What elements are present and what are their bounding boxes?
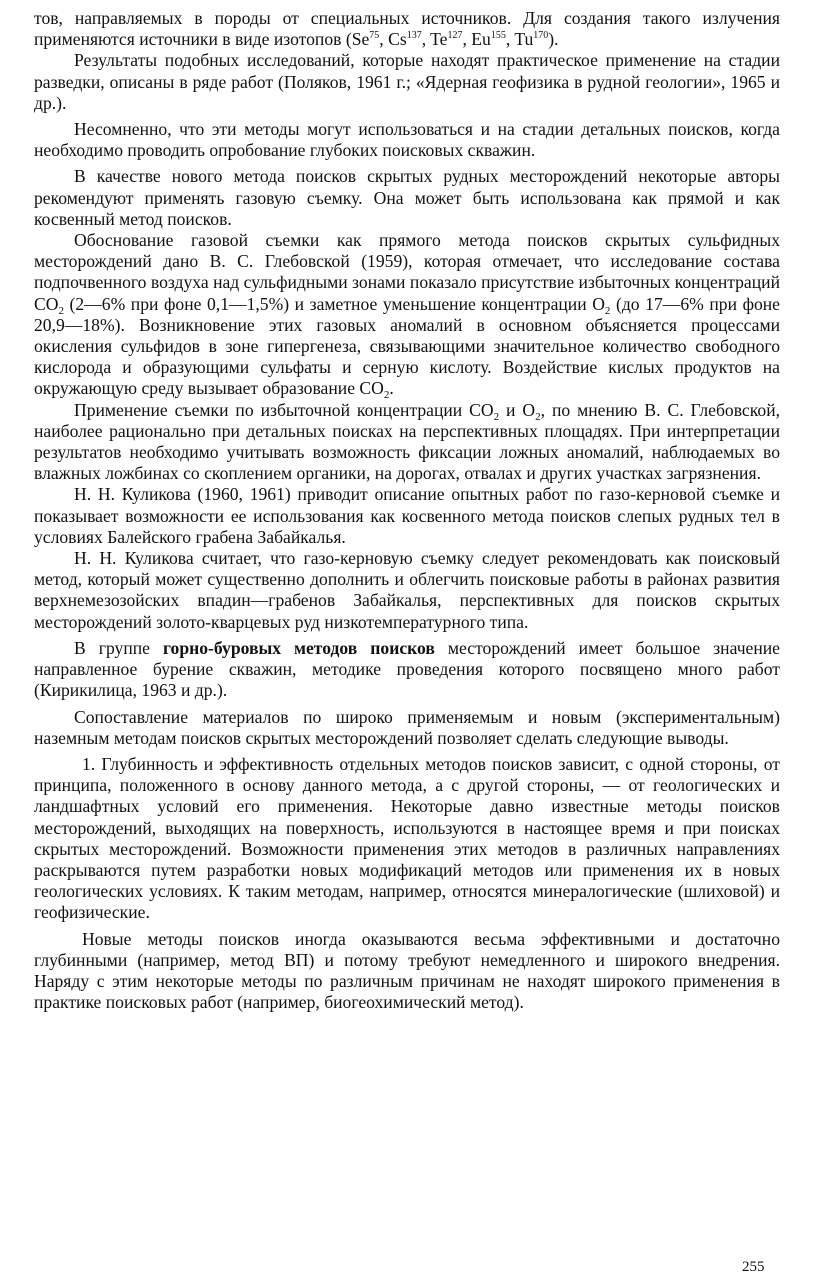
text-run: В группе bbox=[74, 637, 163, 658]
superscript-mass-number: 127 bbox=[447, 30, 463, 42]
subscript-index: 2 bbox=[383, 389, 390, 402]
text-run: Обоснование газовой съемки как прямого метода поисков скрытых сульфидных месторождений дано В. С. Глебовской (1959), которая отмечает, что исследование состава подпочвенного воздуха над сульфидными зонами показало присутствие избыточных концентраций CO bbox=[34, 230, 780, 314]
text-run: Применение съемки по избыточной концентрации CO bbox=[74, 399, 494, 420]
paragraph-survey-application bbox=[34, 400, 780, 485]
paragraph-new-methods: Новые методы поисков иногда оказываются весьма эффективными и достаточно глубинными (например, метод ВП) и потому требуют немедленного и широкого внедрения. Наряду с этим некоторые методы по различным причинам не находят широкого применения в практике поисковых работ (например, биогеохимический метод). bbox=[34, 928, 780, 1013]
text-run: ). bbox=[548, 29, 559, 50]
text-run: тов, направляемых в породы от специальных источников. Для создания такого излучения применяются источники в виде изотопов (Se bbox=[34, 8, 780, 50]
page-number: 255 bbox=[742, 1259, 765, 1275]
superscript-mass-number: 170 bbox=[533, 30, 549, 42]
text-run: , Cs bbox=[379, 29, 407, 50]
text-run: месторождений имеет большое значение направленное бурение скважин, методике проведения которого посвящено много работ (Кирикилица, 1963 и др.). bbox=[34, 637, 780, 701]
paragraph-isotope-sources bbox=[34, 8, 780, 50]
bold-term: горно-буровых методов поисков bbox=[162, 637, 435, 658]
text-run: (2—6% при фоне 0,1—1,5%) и заметное уменьшение концентрации O bbox=[63, 293, 605, 314]
paragraph-gas-survey-intro: В качестве нового метода поисков скрытых рудных месторождений некоторые авторы рекомендуют применять газовую съемку. Она может быть использована как прямой и как косвенный метод поисков. bbox=[34, 166, 780, 229]
subscript-index: 2 bbox=[58, 304, 64, 317]
paragraph-gas-survey-basis bbox=[34, 230, 780, 400]
text-run: , Tu bbox=[505, 29, 534, 50]
text-run: . bbox=[389, 378, 394, 399]
subscript-index: 2 bbox=[493, 410, 500, 423]
superscript-mass-number: 75 bbox=[369, 30, 380, 42]
text-run: , по мнению В. С. Глебовской, наиболее рационально при детальных поисках на перспективных площадях. При интерпретации результатов необходимо учитывать возможность фиксации ложных аномалий, наблюдаемых во влажных ложбинах со скоплением органики, на дорогах, отвалах и других участках загрязнения. bbox=[34, 399, 781, 484]
superscript-mass-number: 155 bbox=[490, 30, 506, 42]
paragraph-kulikova-work: Н. Н. Куликова (1960, 1961) приводит описание опытных работ по газо-керновой съемке и показывает возможности ее использования как косвенного метода поисков слепых рудных тел в условиях Балейского грабена Забайкалья. bbox=[34, 484, 780, 547]
text-run: , Eu bbox=[462, 29, 491, 50]
text-run: (до 17—6% при фоне 20,9—18%). Возникновение этих газовых аномалий в основном объясняется процессами окисления сульфидов в зоне гипергенеза, связывающими значительное количество свободного кислорода и образующими сульфаты и серную кислоту. Воздействие кислых продуктов на окружающую среду вызывает образование CO bbox=[34, 293, 780, 399]
paragraph-conclusion-1: 1. Глубинность и эффективность отдельных методов поисков зависит, с одной стороны, от принципа, положенного в основу данного метода, а с другой стороны, — от геологических и ландшафтных условий его применения. Некоторые давно известные методы поисков месторождений, выходящих на поверхность, используются в настоящее время и при поисках скрытых месторождений. Возможности применения этих методов в различных направлениях раскрываются путем разработки новых модификаций методов или применения их в новых геологических условиях. К таким методам, например, относятся минералогические (шлиховой) и геофизические. bbox=[34, 753, 780, 923]
page-body bbox=[34, 8, 780, 1013]
paragraph-kulikova-opinion: Н. Н. Куликова считает, что газо-керновую съемку следует рекомендовать как поисковый метод, который может существенно дополнить и облегчить поисковые работы в районах развития верхнемезозойских впадин—грабенов Забайкалья, перспективных для поисков скрытых месторождений золото-кварцевых руд низкотемпературного типа. bbox=[34, 548, 780, 632]
paragraph-research-results: Результаты подобных исследований, которые находят практическое применение на стадии разведки, описаны в ряде работ (Поляков, 1961 г.; «Ядерная геофизика в рудной геологии», 1965 и др.). bbox=[34, 50, 780, 113]
subscript-index: 2 bbox=[604, 304, 611, 317]
paragraph-comparison-conclusions: Сопоставление материалов по широко применяемым и новым (экспериментальным) наземным методам поисков скрытых месторождений позволяет сделать следующие выводы. bbox=[34, 706, 780, 748]
text-run: и O bbox=[499, 399, 536, 420]
superscript-mass-number: 137 bbox=[406, 30, 422, 42]
text-run: , Te bbox=[421, 29, 448, 50]
paragraph-detailed-search: Несомненно, что эти методы могут использоваться и на стадии детальных поисков, когда необходимо проводить опробование глубоких поисковых скважин. bbox=[34, 119, 780, 161]
paragraph-drilling-methods bbox=[34, 638, 780, 702]
subscript-index: 2 bbox=[535, 410, 541, 423]
